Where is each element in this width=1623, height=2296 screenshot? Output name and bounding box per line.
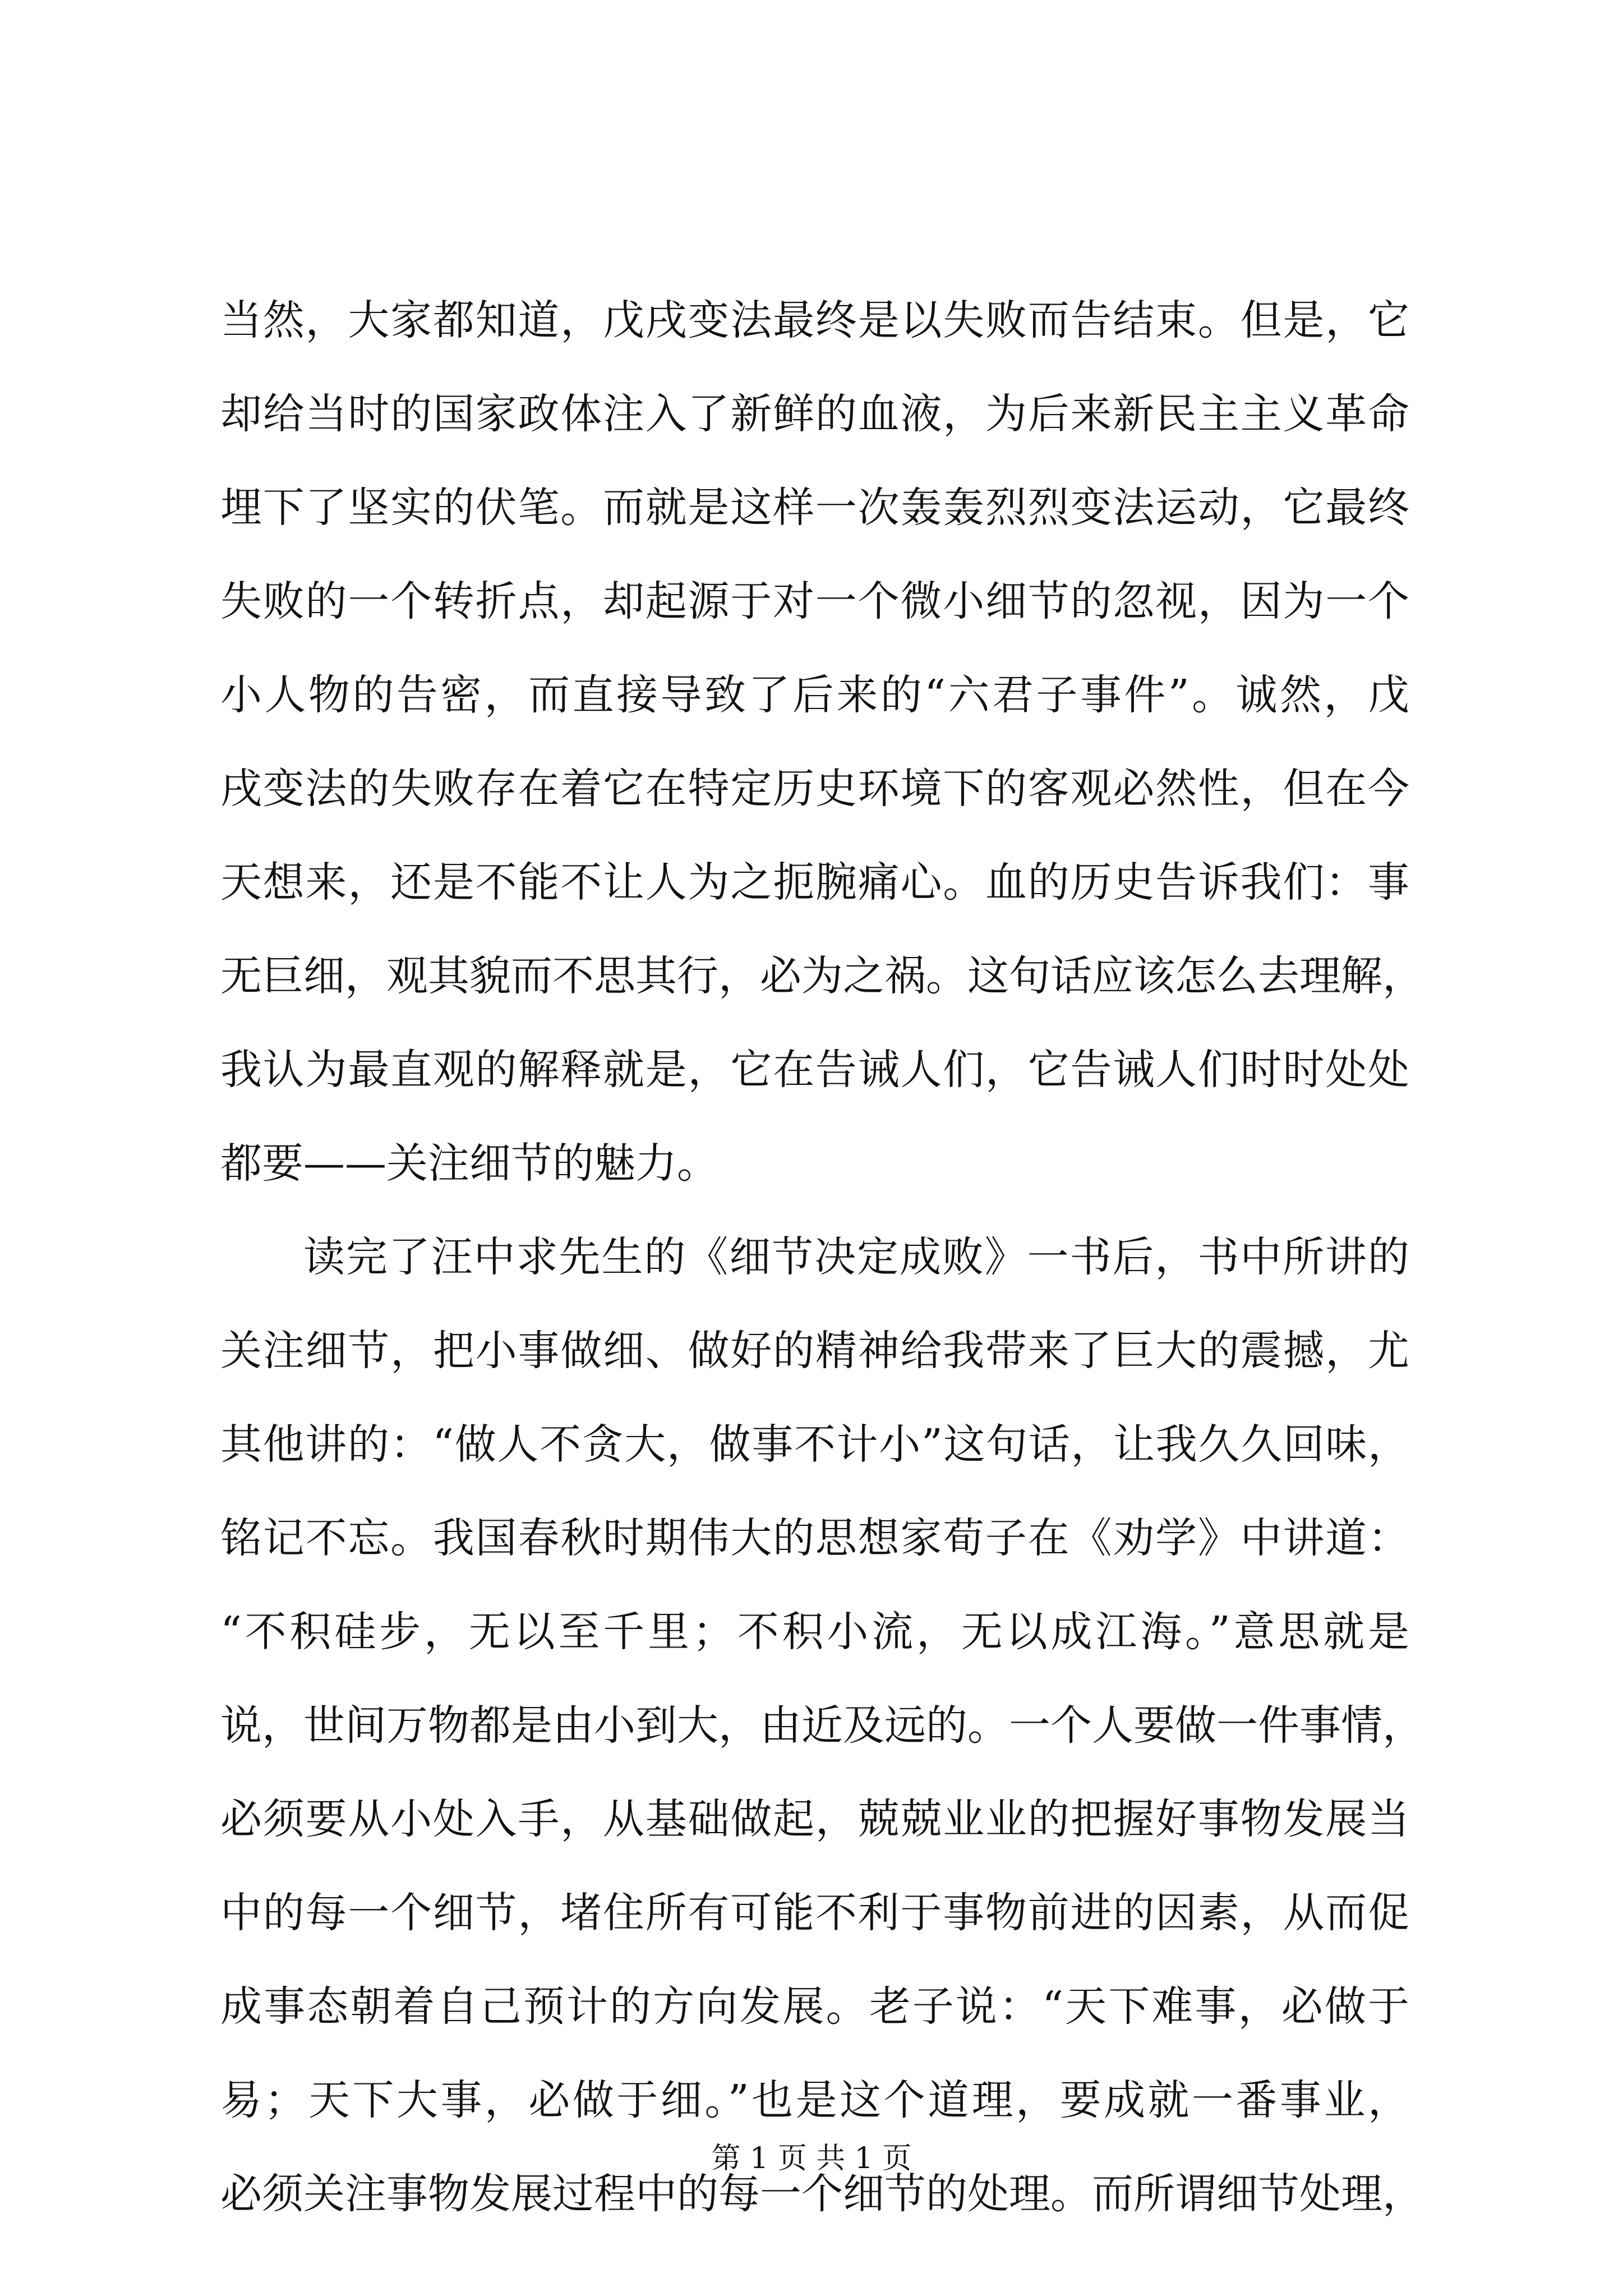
text-line: 必须要从小处入手，从基础做起，兢兢业业的把握好事物发展当 xyxy=(220,1795,1409,1843)
text-line: 却给当时的国家政体注入了新鲜的血液，为后来新民主主义革命 xyxy=(220,390,1409,438)
text-line: 埋下了坚实的伏笔。而就是这样一次轰轰烈烈变法运动，它最终 xyxy=(220,484,1409,532)
text-line: 易；天下大事，必做于细。”也是这个道理，要成就一番事业， xyxy=(220,2076,1409,2124)
text-line: 戌变法的失败存在着它在特定历史环境下的客观必然性，但在今 xyxy=(220,765,1409,813)
text-line: 读完了汪中求先生的《细节决定成败》一书后，书中所讲的 xyxy=(303,1233,1409,1281)
text-line: 无巨细，观其貌而不思其行，必为之祸。这句话应该怎么去理解， xyxy=(220,952,1424,1000)
text-line: 天想来，还是不能不让人为之扼腕痛心。血的历史告诉我们：事 xyxy=(220,858,1409,907)
text-line: 失败的一个转折点，却起源于对一个微小细节的忽视，因为一个 xyxy=(220,577,1409,625)
paragraph-2 xyxy=(220,1211,1424,2241)
paragraph-1 xyxy=(220,274,1424,1211)
body-text xyxy=(220,274,1424,2241)
text-line: 小人物的告密，而直接导致了后来的“六君子事件”。诚然，戊 xyxy=(220,671,1409,719)
text-line: 铭记不忘。我国春秋时期伟大的思想家荀子在《劝学》中讲道： xyxy=(220,1514,1409,1562)
text-line: 必须关注事物发展过程中的每一个细节的处理。而所谓细节处理， xyxy=(220,2170,1424,2218)
text-line: 我认为最直观的解释就是，它在告诫人们，它告诫人们时时处处 xyxy=(220,1046,1409,1094)
text-line: 中的每一个细节，堵住所有可能不利于事物前进的因素，从而促 xyxy=(220,1889,1409,1937)
text-line: 说，世间万物都是由小到大，由近及远的。一个人要做一件事情， xyxy=(220,1701,1424,1750)
text-line: 当然，大家都知道，戊戌变法最终是以失败而告结束。但是，它 xyxy=(220,296,1409,344)
text-line: 其他讲的：“做人不贪大，做事不计小”这句话，让我久久回味， xyxy=(220,1420,1409,1469)
page-footer: 第 1 页 共 1 页 xyxy=(711,2142,912,2175)
text-line: 关注细节，把小事做细、做好的精神给我带来了巨大的震撼，尤 xyxy=(220,1327,1409,1375)
text-line: 都要——关注细节的魅力。 xyxy=(220,1139,718,1188)
text-line: “不积硅步，无以至千里；不积小流，无以成江海。”意思就是 xyxy=(220,1608,1409,1656)
text-line: 成事态朝着自己预计的方向发展。老子说：“天下难事，必做于 xyxy=(220,1982,1409,2031)
